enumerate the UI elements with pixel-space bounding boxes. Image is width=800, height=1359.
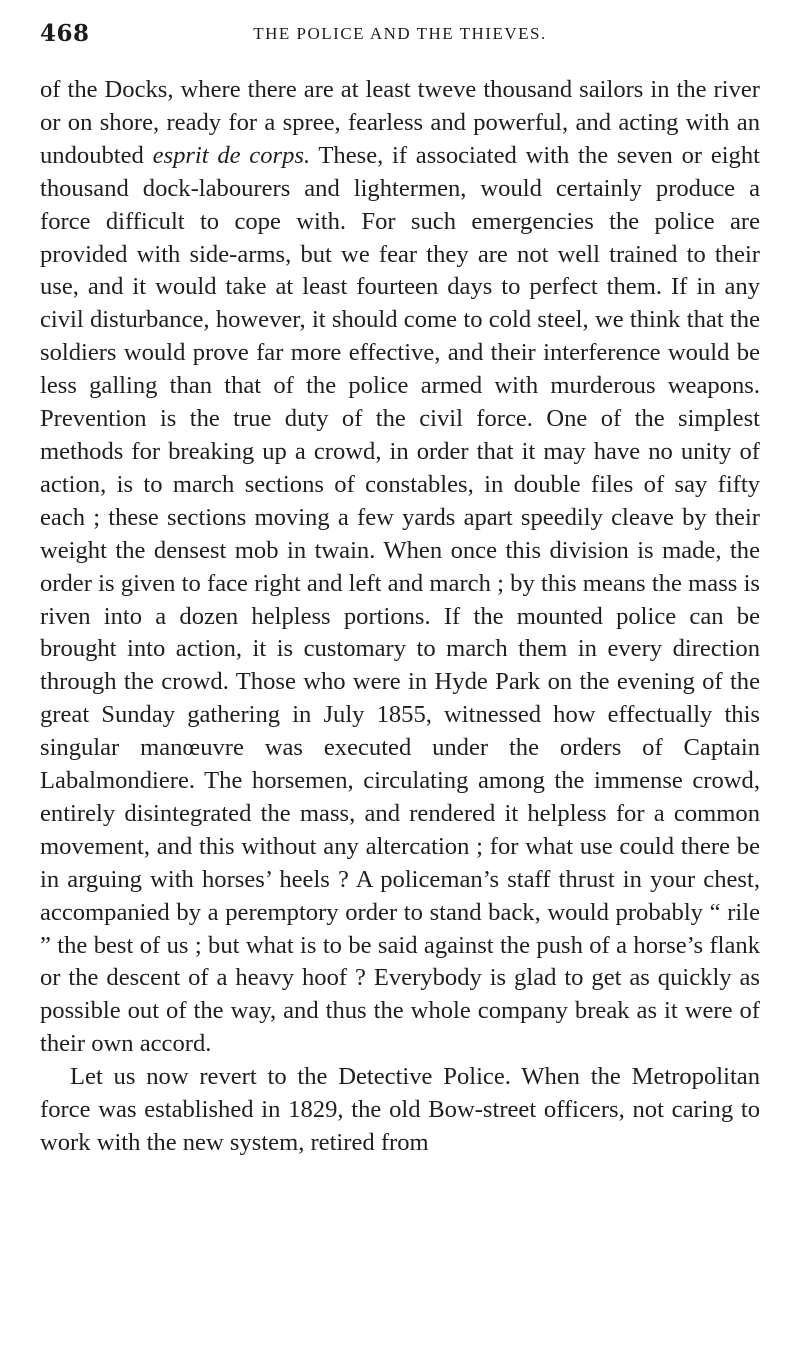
- body-text: [40, 74, 760, 1160]
- paragraph-1: [40, 74, 760, 1061]
- page-number: 468: [40, 20, 90, 47]
- running-head: [40, 16, 760, 52]
- italic-phrase: esprit de corps.: [152, 141, 311, 169]
- paragraph-1-text-a: of the Docks, where there are at least tweve thousand sailors in the river or on shore, ready for a spree, fearless and powerful, and acting with an undoubted: [40, 76, 760, 169]
- paragraph-1-text-b: These, if associated with the seven or eight thousand dock-labourers and lightermen, would certainly produce a force difficult to cope with. For such emergencies the police are provided with side-arms, but we fear they are not well trained to their use, and it would take at least fourteen days to perfect them. If in any civil disturbance, however, it should come to cold steel, we think that the soldiers would prove far more effective, and their interference would be less galling than that of the police armed with murderous weapons. Prevention is the true duty of the civil force. One of the simplest methods for breaking up a crowd, in order that it may have no unity of action, is to march sections of constables, in double files of say fifty each ; these sections moving a few yards apart speedily cleave by their weight the densest mob in twain. When once this division is made, the order is given to face right and left and march ; by this means the mass is riven into a dozen helpless portions. If the mounted police can be brought into action, it is customary to march them in every direction through the crowd. Those who were in Hyde Park on the evening of the great Sunday gathering in July 1855, witnessed how effectually this singular manœuvre was executed under the orders of Captain Labalmondiere. The horsemen, circulating among the immense crowd, entirely disintegrated the mass, and rendered it helpless for a common movement, and this without any altercation ; for what use could there be in arguing with horses’ heels ? A policeman’s staff thrust in your chest, accompanied by a peremptory order to stand back, would probably “ rile ” the best of us ; but what is to be said against the push of a horse’s flank or the descent of a heavy hoof ? Everybody is glad to get as quickly as possible out of the way, and thus the whole company break as it were of their own accord.: [40, 141, 760, 1058]
- paragraph-2: Let us now revert to the Detective Police. When the Metropolitan force was established in 1829, the old Bow-street officers, not caring to work with the new system, retired from: [40, 1063, 760, 1156]
- running-title: THE POLICE AND THE THIEVES.: [253, 24, 547, 43]
